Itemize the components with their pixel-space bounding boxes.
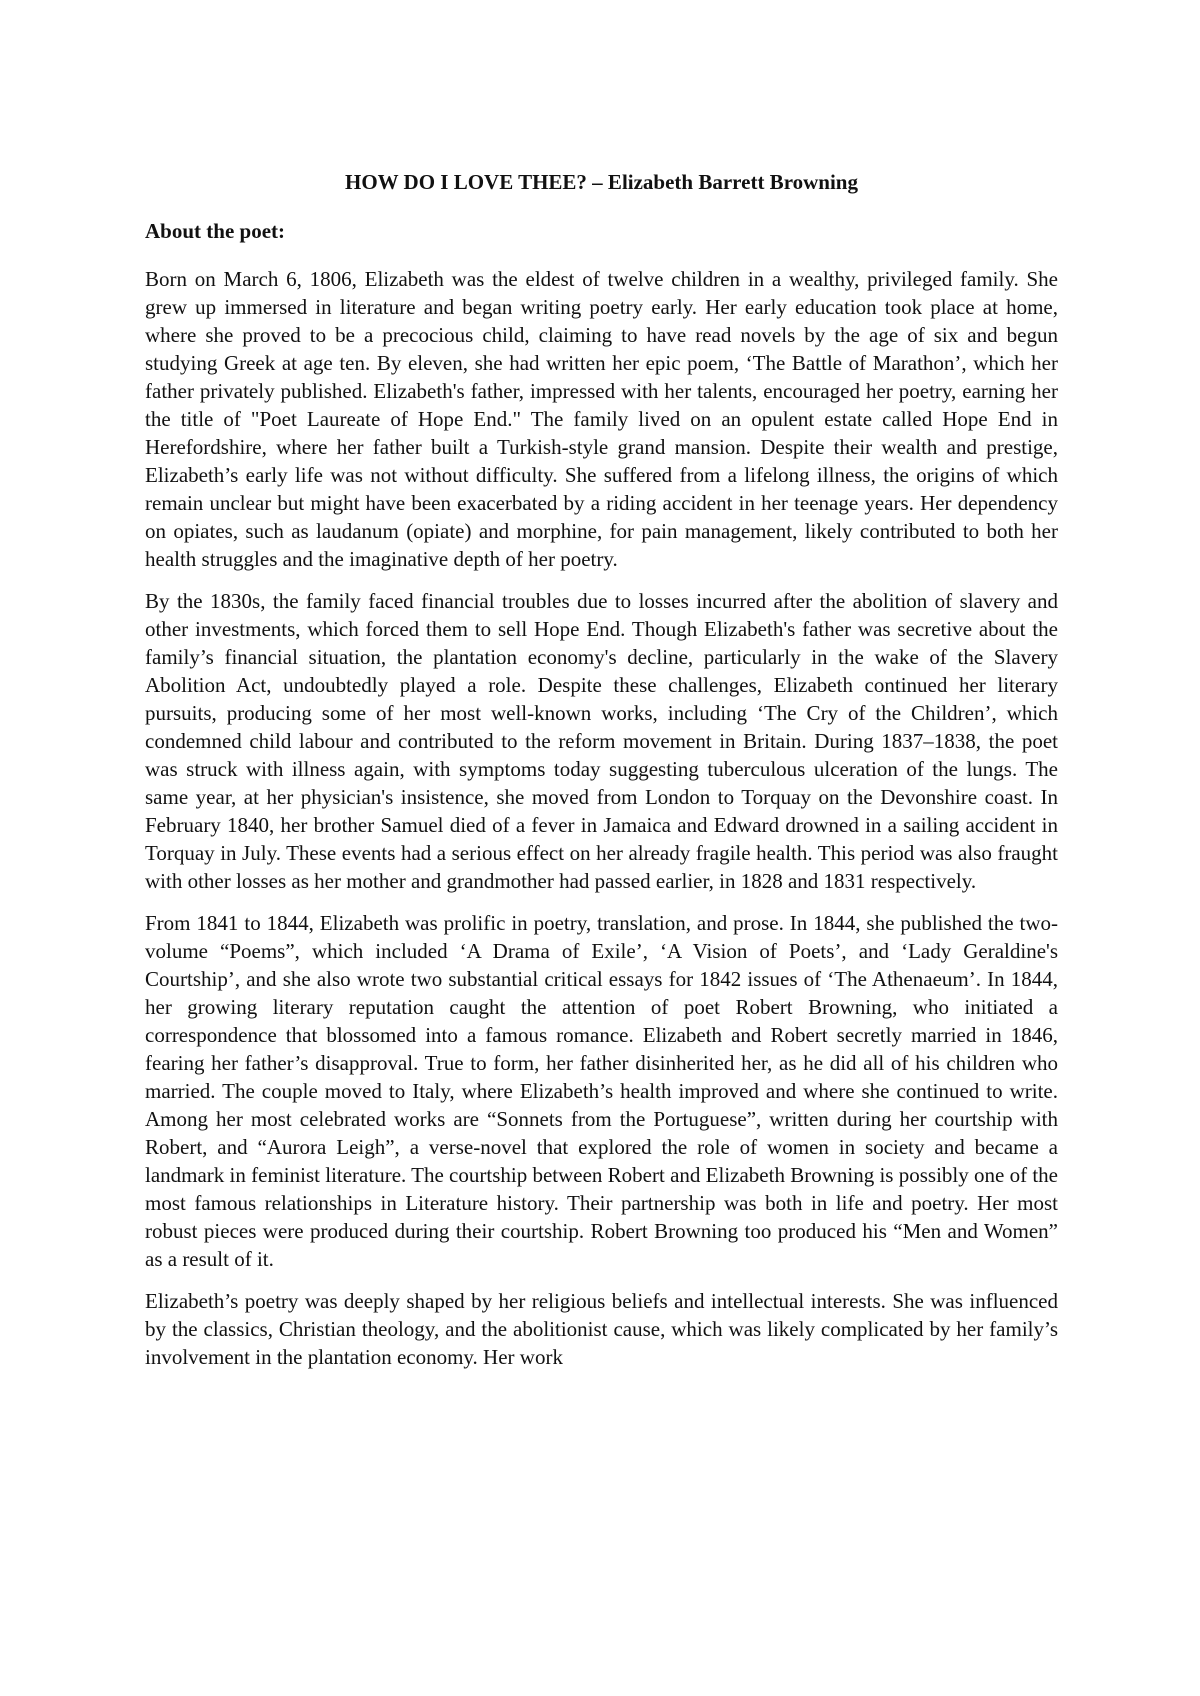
document-title: HOW DO I LOVE THEE? – Elizabeth Barrett Browning bbox=[344, 170, 858, 194]
paragraph-4: Elizabeth’s poetry was deeply shaped by her religious beliefs and intellectual interests. She was influenced by the classics, Christian theology, and the abolitionist cause, which was likely complicated by her family’s involvement in the plantation economy. Her work bbox=[145, 1289, 1058, 1369]
section-heading: About the poet: bbox=[145, 219, 285, 243]
document-body bbox=[145, 168, 1058, 1371]
paragraph-3: From 1841 to 1844, Elizabeth was prolific in poetry, translation, and prose. In 1844, she published the two-volume “Poems”, which included ‘A Drama of Exile’, ‘A Vision of Poets’, and ‘Lady Geraldine's Courtship’, and she also wrote two substantial critical essays for 1842 issues of ‘The Athenaeum’. In 1844, her growing literary reputation caught the attention of poet Robert Browning, who initiated a correspondence that blossomed into a famous romance. Elizabeth and Robert secretly married in 1846, fearing her father’s disapproval. True to form, her father disinherited her, as he did all of his children who married. The couple moved to Italy, where Elizabeth’s health improved and where she continued to write. Among her most celebrated works are “Sonnets from the Portuguese”, written during her courtship with Robert, and “Aurora Leigh”, a verse-novel that explored the role of women in society and became a landmark in feminist literature. The courtship between Robert and Elizabeth Browning is possibly one of the most famous relationships in Literature history. Their partnership was both in life and poetry. Her most robust pieces were produced during their courtship. Robert Browning too produced his “Men and Women” as a result of it. bbox=[145, 911, 1058, 1271]
paragraph-2: By the 1830s, the family faced financial troubles due to losses incurred after the abolition of slavery and other investments, which forced them to sell Hope End. Though Elizabeth's father was secretive about the family’s financial situation, the plantation economy's decline, particularly in the wake of the Slavery Abolition Act, undoubtedly played a role. Despite these challenges, Elizabeth continued her literary pursuits, producing some of her most well-known works, including ‘The Cry of the Children’, which condemned child labour and contributed to the reform movement in Britain. During 1837–1838, the poet was struck with illness again, with symptoms today suggesting tuberculous ulceration of the lungs. The same year, at her physician's insistence, she moved from London to Torquay on the Devonshire coast. In February 1840, her brother Samuel died of a fever in Jamaica and Edward drowned in a sailing accident in Torquay in July. These events had a serious effect on her already fragile health. This period was also fraught with other losses as her mother and grandmother had passed earlier, in 1828 and 1831 respectively. bbox=[145, 589, 1058, 893]
paragraph-1: Born on March 6, 1806, Elizabeth was the eldest of twelve children in a wealthy, privileged family. She grew up immersed in literature and began writing poetry early. Her early education took place at home, where she proved to be a precocious child, claiming to have read novels by the age of six and begun studying Greek at age ten. By eleven, she had written her epic poem, ‘The Battle of Marathon’, which her father privately published. Elizabeth's father, impressed with her talents, encouraged her poetry, earning her the title of "Poet Laureate of Hope End." The family lived on an opulent estate called Hope End in Herefordshire, where her father built a Turkish-style grand mansion. Despite their wealth and prestige, Elizabeth’s early life was not without difficulty. She suffered from a lifelong illness, the origins of which remain unclear but might have been exacerbated by a riding accident in her teenage years. Her dependency on opiates, such as laudanum (opiate) and morphine, for pain management, likely contributed to both her health struggles and the imaginative depth of her poetry. bbox=[145, 267, 1058, 571]
